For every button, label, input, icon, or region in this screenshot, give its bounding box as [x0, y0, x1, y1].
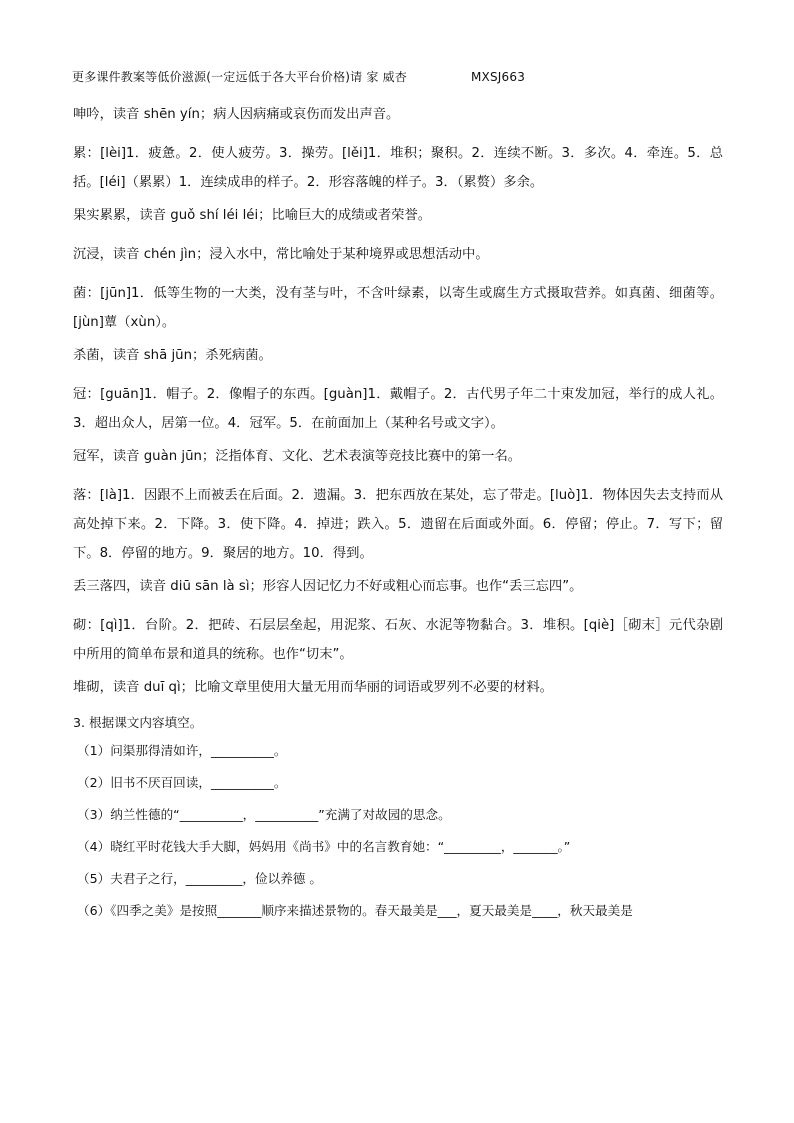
- paragraph-diusanlasi: 丢三落四，读音 diū sān là sì；形容人因记忆力不好或粗心而忘事。也作“丢三忘四”。: [73, 579, 583, 594]
- question-item-4: （4）晓红平时花钱大手大脚，妈妈用《尚书》中的名言教育她：“_________，_______。”: [77, 839, 571, 854]
- paragraph-shenyin: 呻吟，读音 shēn yín；病人因病痛或哀伤而发出声音。: [73, 107, 400, 122]
- question-item-6: （6）《四季之美》是按照_______顺序来描述景物的。春天最美是___，夏天最美是____，秋天最美是: [77, 903, 633, 918]
- question-item-2: （2）旧书不厌百回读，__________。: [77, 775, 287, 790]
- question-item-5: （5）夫君子之行，_________，俭以养德 。: [77, 871, 323, 886]
- paragraph-chenjin: 沉浸，读音 chén jìn；浸入水中，常比喻处于某种境界或思想活动中。: [73, 247, 489, 262]
- question-title: 3. 根据课文内容填空。: [73, 715, 203, 730]
- paragraph-guoshileilei: 果实累累，读音 guǒ shí léi léi；比喻巨大的成绩或者荣誉。: [73, 208, 432, 223]
- document-body: [73, 100, 723, 932]
- paragraph-jun: 菌：[jūn]1．低等生物的一大类，没有茎与叶，不含叶绿素，以寄生或腐生方式摄取营养。如真菌、细菌等。[jùn]蕈（xùn）。: [73, 286, 723, 330]
- paragraph-qi: 砌：[qì]1．台阶。2．把砖、石层层垒起，用泥浆、石灰、水泥等物黏合。3．堆积。[qiè]［砌末］元代杂剧中所用的简单布景和道具的统称。也作“切末”。: [73, 618, 723, 662]
- question-item-1: （1）问渠那得清如许，__________。: [77, 743, 287, 758]
- paragraph-guanjun: 冠军，读音 guàn jūn；泛指体育、文化、艺术表演等竞技比赛中的第一名。: [73, 449, 522, 464]
- page-header: [72, 68, 525, 85]
- paragraph-duiqi: 堆砌，读音 duī qì；比喻文章里使用大量无用而华丽的词语或罗列不必要的材料。: [73, 680, 553, 695]
- paragraph-guan: 冠：[guān]1．帽子。2．像帽子的东西。[guàn]1．戴帽子。2．古代男子年二十束发加冠，举行的成人礼。3．超出众人，居第一位。4．冠军。5．在前面加上（某种名号或文字）。: [73, 387, 723, 431]
- paragraph-lei: 累：[lèi]1．疲惫。2．使人疲劳。3．操劳。[lěi]1．堆积；聚积。2．连续不断。3．多次。4．牵连。5．总括。[léi]（累累）1．连续成串的样子。2．形容落魄的样子。3．（累赘）多余。: [73, 146, 723, 190]
- header-code: MXSJ663: [471, 70, 526, 84]
- header-text: 更多课件教案等低价滋源(一定远低于各大平台价格)请 家 威杏: [72, 70, 407, 84]
- paragraph-luo: 落：[là]1．因跟不上而被丢在后面。2．遗漏。3．把东西放在某处，忘了带走。[luò]1．物体因失去支持而从高处掉下来。2．下降。3．使下降。4．掉进；跌入。5．遗留在后面或外面。6．停留；停止。7．写下；留下。8．停留的地方。9．聚居的地方。10．得到。: [73, 488, 723, 561]
- question-item-3: （3）纳兰性德的“__________，__________”充满了对故园的思念。: [77, 807, 451, 822]
- paragraph-shajun: 杀菌，读音 shā jūn；杀死病菌。: [73, 348, 272, 363]
